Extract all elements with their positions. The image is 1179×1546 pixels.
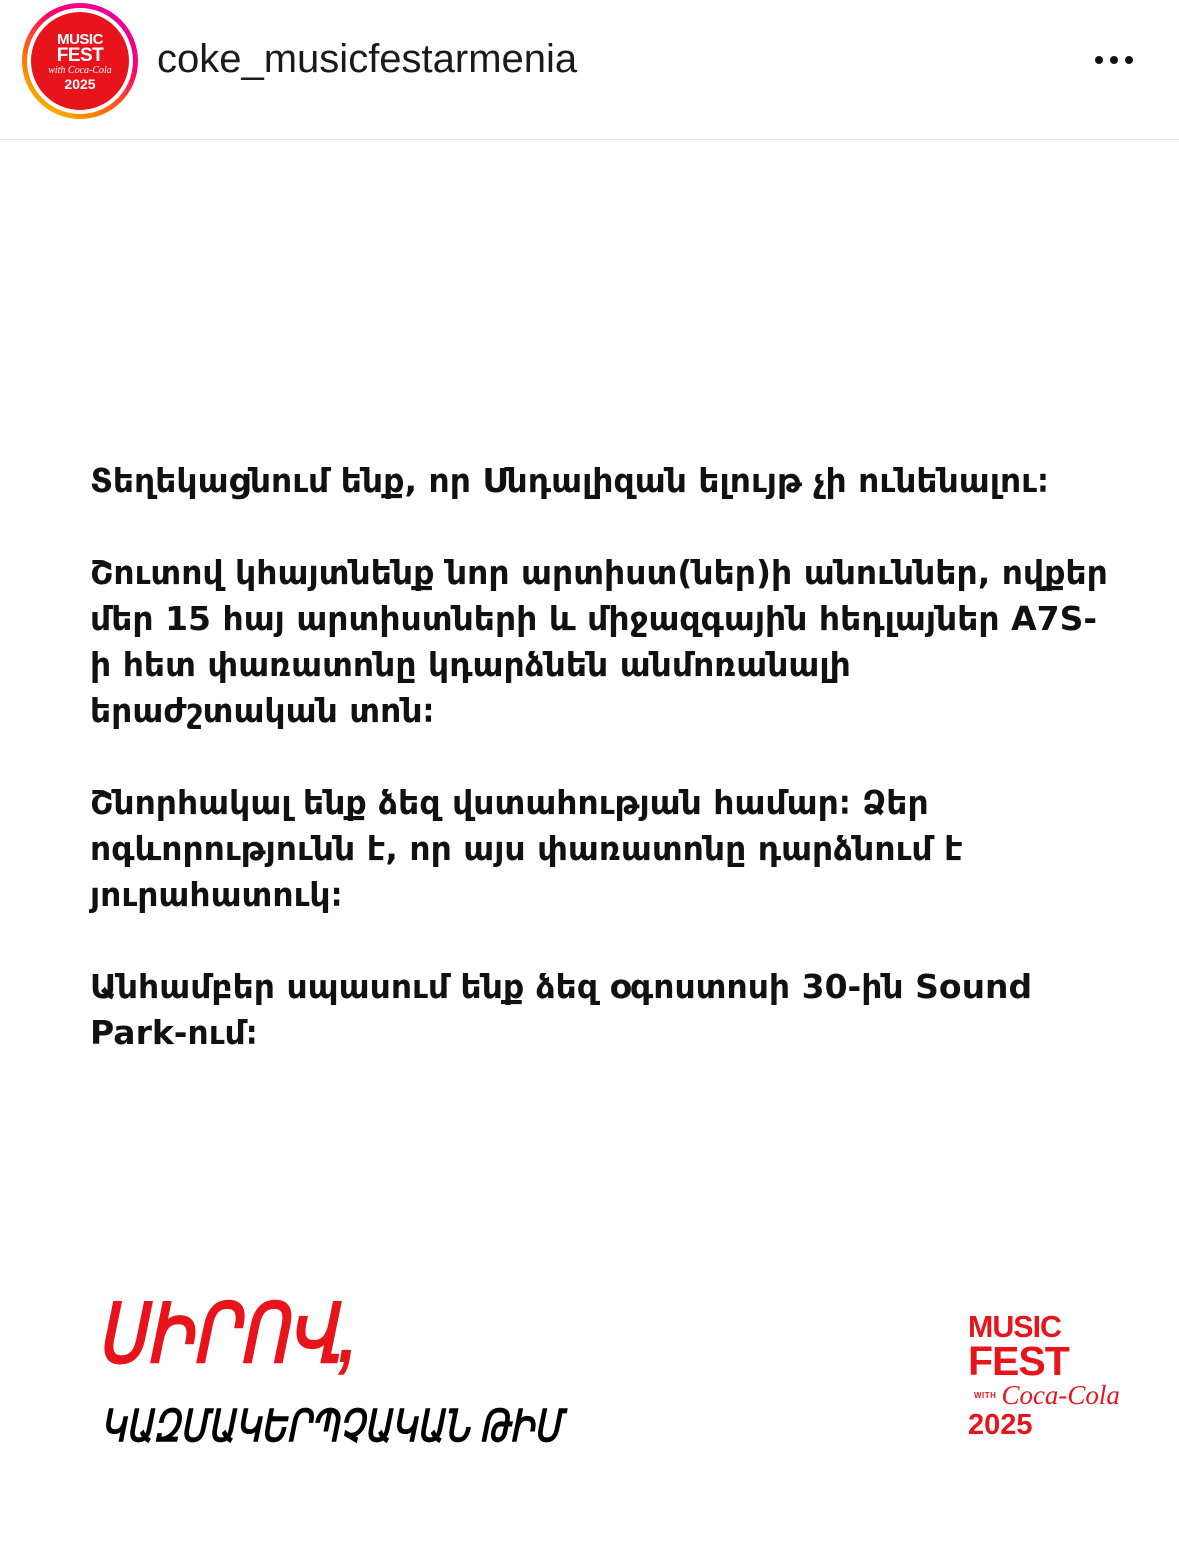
announcement-paragraph: Անհամբեր սպասում ենք ձեզ օգոստոսի 30-ին Sound Park-ում։ [90,967,1033,1052]
announcement-paragraph: Տեղեկացնում ենք, որ Սնդալիզան ելույթ չի ունենալու։ [90,461,1049,500]
logo-with-text: WITH [974,1390,997,1400]
more-horizontal-icon-dot [1110,56,1118,64]
signature-team: ԿԱԶՄԱԿԵՐՊՉԱԿԱՆ ԹԻՄ [100,1402,562,1451]
logo-fest-text: FEST [968,1338,1069,1384]
signature-greeting: ՍԻՐՈՎ, [96,1289,357,1380]
post-header [0,0,1179,140]
more-horizontal-icon [1095,56,1103,64]
more-options-button[interactable] [1084,40,1144,80]
post-image[interactable] [0,140,1179,1546]
avatar-logo-music: MUSIC [57,30,103,48]
logo-year-text: 2025 [968,1409,1033,1441]
account-username[interactable]: coke_musicfestarmenia [157,37,578,81]
more-horizontal-icon-dot [1125,56,1133,64]
avatar-logo-brand: with Coca-Cola [48,64,112,76]
announcement-paragraph: Շնորհակալ ենք ձեզ վստահության համար։ Ձեր ոգևորությունն է, որ այս փառատոնը դարձնում է յուրահատուկ։ [90,783,963,914]
avatar-logo-year: 2025 [64,75,96,92]
logo-music-text: MUSIC [968,1309,1061,1344]
avatar-logo-fest: FEST [56,44,104,66]
music-fest-logo [968,1309,1120,1441]
announcement-paragraph: Շուտով կհայտնենք նոր արտիստ(ներ)ի անուններ, ովքեր մեր 15 հայ արտիստների և միջազգային հեդլայներ A7S- ի հետ փառատոնը կդարձնեն անմոռանալի երաժշտական տոն։ [90,553,1108,730]
logo-brand-row [974,1380,1120,1410]
story-ring[interactable] [22,3,138,119]
coca-cola-wordmark: Coca-Cola [1001,1380,1120,1410]
announcement-text [90,458,1110,1056]
avatar-gap [27,8,133,114]
avatar[interactable] [31,12,129,110]
